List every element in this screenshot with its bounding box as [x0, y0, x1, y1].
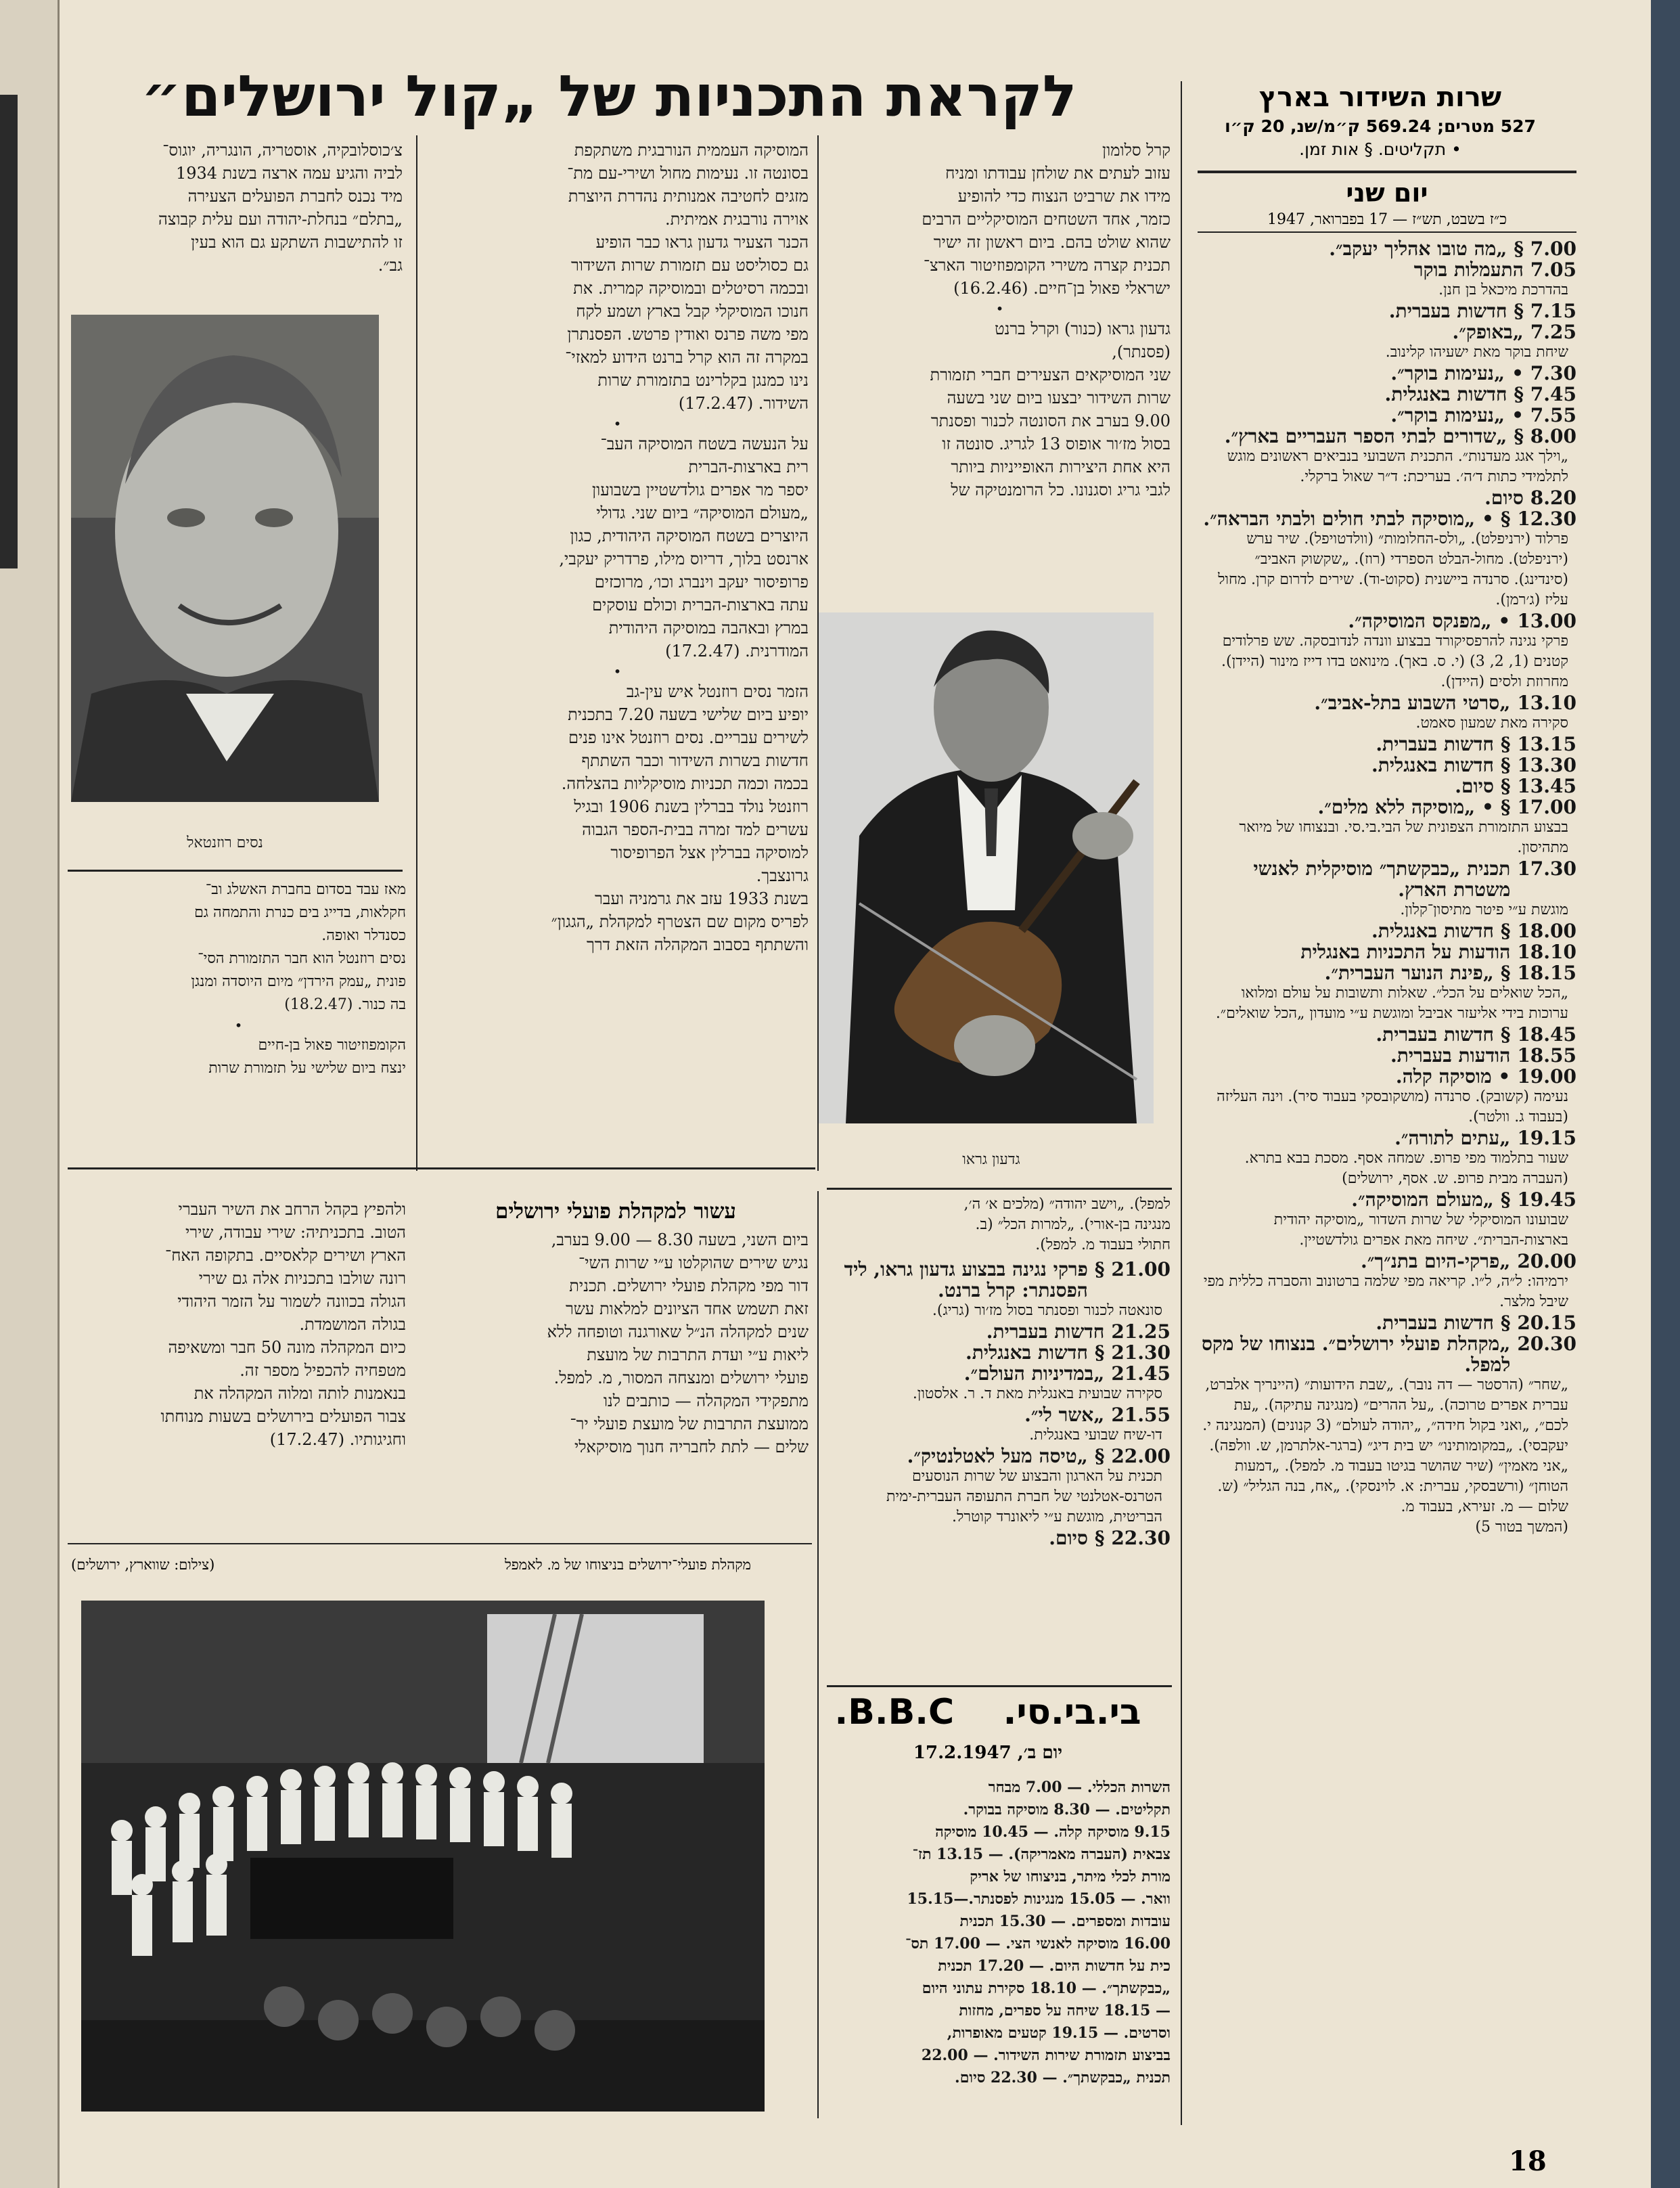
text-line: (פסנתר), [1112, 342, 1171, 361]
schedule-time: 8.20 [1530, 487, 1576, 509]
section-rule [827, 1188, 1172, 1190]
schedule-description: סקירה מאת שמעון סאמט. [1415, 715, 1568, 732]
text-line: כסנדלר ואופה. [321, 927, 406, 944]
schedule-program: חדשות בעברית. [986, 1320, 1105, 1343]
schedule-item [1198, 300, 1576, 321]
text-line: „כבקשתך״. — 18.10 סקירת עתוני היום [922, 1980, 1171, 1997]
text-line: גב״. [378, 256, 403, 275]
schedule-program: סיום. [1049, 1527, 1088, 1549]
schedule-item [1198, 426, 1576, 447]
schedule-program: התעמלות בוקר [1413, 259, 1524, 281]
text-line: 9.00 בערב את הסונטה לכנור ופסנתר [930, 411, 1171, 430]
text-line: „מעולם המוסיקה״ ביום שני. גדולי [596, 504, 809, 522]
text-line: לפריס מקום שם הצטרף למקהלת „הגגון״ [551, 912, 809, 931]
text-line: כית על חדשות היום. — 17.20 תכנית [938, 1957, 1171, 1975]
schedule-description: פרלוד (ירניפלט). „ולס-החלומות״ (וולדטויפל). שיר ערש (ירניפלט). מחול-הבלט הספרדי (רוז). „שקשוק האביב״ (סינדינג). סרנדה ביישנית (סקוט-וד). שירים לדרום קרן. מחול עליז (ג׳רמן). [1218, 531, 1568, 608]
schedule-program: „שדורים לבתי הספר העבריים בארץ״. [1224, 425, 1507, 447]
schedule-time: 13.30 § [1500, 754, 1576, 776]
text-line: ביום השני, בשעה 8.30 — 9.00 בערב, [551, 1230, 809, 1249]
schedule-time: 17.00 § [1500, 796, 1576, 818]
schedule-program: פרקי נגינה בבצוע גדעון גראו, ליד הפסנתר: קרל ברנט. [844, 1258, 1088, 1301]
schedule-program: חדשות בעברית. [1376, 1312, 1494, 1334]
text-line: שלים — לתת לחבריה חנוך מוסיקאלי [574, 1437, 809, 1456]
text-line: עתה בארצות-הברית וכולם עוסקים [592, 596, 809, 615]
text-line: • [234, 1017, 243, 1033]
schedule-time: 21.30 § [1094, 1341, 1171, 1364]
schedule-time: 17.30 [1517, 857, 1576, 880]
previous-page-photo-strip [0, 95, 18, 568]
schedule-time: 18.45 § [1500, 1023, 1576, 1046]
text-line: וסרטים. — 19.15 קטעים מאופרות, [947, 2024, 1171, 2042]
schedule-program: תכנית „כבקשתך״ מוסיקלית לאנשי משטרת הארץ. [1253, 857, 1511, 901]
schedule-time: 18.00 § [1500, 920, 1576, 942]
text-line: ינצח ביום שלישי על תזמורת שרות [208, 1060, 406, 1077]
text-line: עשרים למד זמרה בבית-הספר הגבוה [582, 820, 809, 839]
text-line: צבאית (העברה מאמריקה). — 13.15 תז־ [912, 1846, 1171, 1863]
portrait-caption: נסים רוזנטאל [187, 834, 263, 851]
bbc-top-rule [827, 1685, 1172, 1687]
text-line: ליאות ע״י ועדת התרבות של מועצת [587, 1345, 809, 1364]
schedule-program: • „מוסיקה לבתי חולים ולבתי הבראה״. [1203, 508, 1494, 530]
text-line: הכנר הצעיר גדעון גראו כבר הופיע [595, 233, 809, 252]
text-line: למוסיקה בברלין אצל הפרופיסור [610, 843, 809, 862]
schedule-program: חדשות באנגלית. [1371, 920, 1494, 942]
text-line: בה כנור. (18.2.47) [284, 996, 406, 1013]
text-line: מיד נכנס לחברת הפועלים הצעירה [187, 187, 403, 206]
text-line: הגולה בכוונה לשמור על הזמר היהודי [177, 1292, 406, 1311]
text-line: המוסיקה העממית הנורבגית משתקפת [574, 141, 809, 160]
schedule-item [1198, 1128, 1576, 1148]
text-line: זאת תשמש אחד הציונים למלאות עשר [566, 1299, 809, 1318]
masthead-legend: • תקליטים. § אות זמן. [1299, 139, 1461, 159]
text-line: חדשות בשרות השידור וכבר השתתף [581, 751, 809, 770]
text-line: דור מפי מקהלת פועלי ירושלים. תכנית [569, 1276, 809, 1295]
schedule-item [1198, 1024, 1576, 1045]
text-line: צבור הפועלים בירושלים בשעות מנוחתו [160, 1407, 406, 1426]
masthead-title: שרות השידור בארץ [1258, 82, 1502, 113]
schedule-description: בבצוע התזמורת הצפונית של הבי.בי.סי. ובנצוחו של מיואר מתהיסון. [1239, 819, 1568, 856]
schedule-item [1198, 962, 1576, 983]
schedule-item [1198, 487, 1576, 508]
choir-article-part-2 [71, 1198, 406, 1451]
text-line: היא אחת היצירות האופייניות ביותר [951, 457, 1171, 476]
column-article-salomon [829, 139, 1171, 501]
schedule-item [1198, 384, 1576, 405]
text-line: זו להתישבות השתקע גם הוא בעין [191, 233, 403, 252]
schedule-description: „שחר״ (הרסטר — דה נובר). „שבת הידועות״ (היינריך אלברט, עברית אפרים טרוכה). „על ההרים״ (מנגינה עתיקה). „עת לכם״, „ואני בקול חידה״, „יהודה לעולם״ (3 קנונים) (המנגינה י. יעקבסי). „במקומותינו״ יש בית דיג״ (ברגר-אלתרמן, ש. וולפה). „אני מאמין״ (שיר שהושר בגיטו בעבוד מ. למפל). „דמעות הטוחן״ (ורשבסקי, עברית: א. לוינסקי). „אח, בנה הגליל״ (ש. שלום — מ. זעירא, בעבוד מ. [1202, 1377, 1568, 1515]
text-line: גם כסוליסט עם תזמורת שרות השידור [570, 256, 809, 275]
schedule-program: „סרטי השבוע בתל-אביב״. [1314, 692, 1511, 714]
text-line: מורת לכלי מיתר, בניצוחו של אריק [970, 1868, 1171, 1885]
schedule-item [1198, 692, 1576, 713]
choir-illustration [81, 1601, 765, 2112]
text-line: בגולה המושמדת. [299, 1315, 406, 1334]
text-line: וואר. — 15.05 מנגינות לפסנתר.—15.15 [907, 1890, 1171, 1908]
rosental-portrait-photo [71, 315, 379, 802]
text-line: גרונצבך. [756, 866, 809, 885]
violinist-photo [819, 612, 1154, 1123]
text-line: נגיש שירים שהוקלטו ע״י שרות השי־ [578, 1253, 809, 1272]
text-line: מידו את שרביט הנצוח כדי להופיע [957, 187, 1171, 206]
text-line: • [613, 663, 622, 679]
text-line: בסונטה זו. נעימות מחול ושירי-עם מת־ [567, 164, 809, 183]
schedule-description: נעימה (קשובק). סרנדה (מושקובסקי בעבוד סיר). וינה העליזה (בעבוד ג. וולטר). [1217, 1088, 1568, 1125]
schedule-time: 7.05 [1530, 259, 1576, 281]
previous-page-edge [0, 0, 60, 2188]
bbc-title-latin: B.B.C. [834, 1692, 955, 1733]
schedule-item [1198, 755, 1576, 776]
text-line: בנאמנות לותה ומלוה המקהלה את [194, 1384, 406, 1403]
schedule-time: 21.45 [1111, 1362, 1171, 1385]
schedule-item [829, 1446, 1171, 1467]
schedule-time: 7.25 [1530, 321, 1576, 343]
schedule-description: ירמיהו: ל״ה, ל״ו. קריאה מפי שלמה ברטונוב והסברה כללית מפי שיבל מלצר. [1203, 1273, 1568, 1310]
page-headline: לקראת התכניות של „קול ירושלים״ [141, 63, 1077, 129]
text-line: על הנעשה בשטח המוסיקה העב־ [600, 434, 809, 453]
schedule-item [829, 1259, 1171, 1301]
schedule-description: (המשך בטור 5) [1475, 1519, 1568, 1536]
schedule-program: חדשות בעברית. [1376, 733, 1494, 755]
text-line: חנוכו המוסיקלי קבל בארץ ושמע לקח [576, 302, 809, 321]
text-line: מזגים לחטיבה אמנותית נהדרת היוצרת [568, 187, 809, 206]
schedule-program: „במדיניות העולם״. [963, 1362, 1105, 1385]
text-line: היוצרים בשטח המוסיקה היהודית, כגון [570, 527, 809, 545]
schedule-item [1198, 321, 1576, 342]
text-line: הטוב. בתכניתיה: שירי עבודה, שירי [185, 1223, 406, 1242]
schedule-item [1198, 734, 1576, 755]
schedule-description: סונאטה לכנור ופסנתר בסול מז׳ור (גריג). [932, 1302, 1162, 1319]
text-line: בשנת 1933 עזב את גרמניה ועבר [594, 889, 809, 908]
schedule-program: „פינת הנוער העברית״. [1324, 962, 1494, 984]
schedule-item [1198, 920, 1576, 941]
text-line: הארץ ושירים קלאסיים. בתקופה האח־ [165, 1246, 406, 1265]
text-line: מתפקידי המקהלה — כותבים לנו [603, 1391, 809, 1410]
schedule-description: בהדרכת מיכאל בן חנן. [1438, 282, 1568, 298]
schedule-item [829, 1404, 1171, 1425]
bbc-schedule-text [829, 1777, 1171, 2089]
masthead-frequency: 527 מטרים; 569.24 ק״מ/שנ, 20 ק״ו [1225, 116, 1536, 136]
choir-photo-caption: מקהלת פועלי־ירושלים בניצוחו של מ. לאמפל [504, 1557, 751, 1573]
text-line: מנגינה בן-אורי). „למרות הכל״ (ב. [975, 1216, 1171, 1233]
bbc-title-hebrew: בי.בי.סי. [1003, 1692, 1141, 1733]
schedule-time: 20.30 [1517, 1333, 1576, 1355]
text-line: רונה שולבו בתכניות אלה גם שירי [198, 1269, 406, 1288]
text-line: והשתתף בסבוב המקהלה הזאת דרך [586, 935, 809, 954]
text-line: במרץ ובאהבה במוסיקה היהודית [608, 619, 809, 638]
text-line: כזמר, אחד השטחים המוסיקליים הרבים [922, 210, 1171, 229]
date-line: כ״ז בשבט, תש״ז — 17 בפברואר, 1947 [1267, 211, 1507, 228]
schedule-time: 22.00 § [1094, 1445, 1171, 1467]
schedule-item [1198, 1045, 1576, 1066]
schedule-program: • „מפנקס המוסיקה״. [1348, 610, 1511, 632]
schedule-program: „מעולם המוסיקה״. [1351, 1188, 1494, 1211]
text-line: השידור. (17.2.47) [678, 394, 809, 413]
schedule-time: 20.00 [1517, 1250, 1576, 1272]
column-rosental-continued [71, 139, 403, 277]
schedule-program: • מוסיקה קלה. [1395, 1065, 1511, 1088]
schedule-item [829, 1321, 1171, 1342]
text-line: אוירה נורבגית אמיתית. [665, 210, 809, 229]
schedule-time: 7.55 • [1512, 404, 1576, 426]
column-divider [416, 135, 417, 1171]
masthead-rule [1198, 171, 1576, 173]
text-line: חקלאות, בדייג בים כנרת והתמחה גם [194, 904, 406, 921]
schedule-time: 13.00 [1517, 610, 1576, 632]
text-line: שהוא שולט בהם. ביום ראשון זה ישיר [933, 233, 1171, 252]
schedule-item [1198, 1312, 1576, 1333]
text-line: רית בארצות-הברית [688, 457, 809, 476]
schedule-item [1198, 363, 1576, 384]
schedule-item [1198, 776, 1576, 797]
text-line: לשירים עבריים. נסים רוזנטל אינו פנים [568, 728, 809, 747]
schedule-description: מוגשת ע״י פיטר מתיסון־קלון. [1400, 901, 1568, 918]
schedule-time: 18.10 [1517, 941, 1576, 963]
schedule-time: 7.45 § [1514, 383, 1576, 405]
schedule-description: „וילך אגג מעדנות״. התכנית השבועי בנביאים ראשונים מוגש לתלמידי כתות ד׳ה׳. בעריכת: ד״ר שאול ברקלי. [1227, 448, 1568, 485]
text-line: ארנסט בלוך, דריוס מילו, פרדריק יעקבי, [559, 550, 809, 568]
schedule-item [1198, 405, 1576, 426]
column-rosental-bio [71, 878, 406, 1080]
date-rule [1198, 231, 1576, 233]
schedule-program: סיום. [1455, 775, 1494, 797]
schedule-continuation [829, 1195, 1171, 1255]
schedule-time: 7.15 § [1514, 300, 1576, 322]
text-line: פרופיסור יעקב וינברג וכו׳, מרוכזים [594, 573, 809, 591]
schedule-program: הודעות על התכניות באנגלית [1300, 941, 1511, 963]
schedule-program: הודעות בעברית. [1390, 1044, 1511, 1067]
schedule-time: 7.30 • [1512, 362, 1576, 384]
schedule-program: „נעימות בוקר״. [1390, 404, 1505, 426]
schedule-program: חדשות באנגלית. [1384, 383, 1507, 405]
text-line: יספר מר אפרים גולדשטיין בשבועון [591, 481, 809, 499]
text-line: — 18.15 שיחה על ספרים, מחזות [959, 2002, 1171, 2019]
schedule-item [829, 1342, 1171, 1363]
text-line: בסול מז׳ור אופוס 13 לגריג. סונטה זו [942, 434, 1171, 453]
schedule-item [829, 1363, 1171, 1384]
schedule-time: 19.45 § [1500, 1188, 1576, 1211]
schedule-time: 13.45 § [1500, 775, 1576, 797]
schedule-description: פרקי נגינה להרפסיקורד בבצוע וונדה לנדובסקה. שש פרלודים קטנים (1, 2, 3) (י. ס. באך). מינואט בדו דייז מינור (היידן). מחרוזת ולסים (היידן). [1221, 633, 1568, 690]
text-line: צ׳כוסלובקיה, אוסטריה, הונגריה, יוגוס־ [162, 141, 403, 160]
schedule-program: „נעימות בוקר״. [1390, 362, 1505, 384]
choir-photo [81, 1601, 765, 2112]
text-line: מפי משה פרנס ואודין פרטש. הפסנתרן [567, 325, 809, 344]
choir-article-part-1 [419, 1228, 809, 1458]
schedule-description: דו-שיח שבועי באנגלית. [1029, 1427, 1162, 1444]
schedule-program: סיום. [1484, 487, 1524, 509]
page-number: 18 [1509, 2145, 1547, 2177]
schedule-time: 22.30 § [1094, 1527, 1171, 1549]
text-line: כיום המקהלה מונה 50 חבר ומשאיפה [168, 1338, 406, 1357]
schedule-item [1198, 610, 1576, 631]
text-line: ובכמה רסיטלים ובמוסיקה קמרית. את [573, 279, 809, 298]
schedule-item [1198, 941, 1576, 962]
text-line: פועלי ירושלים ומנצחה המסור, מ. למפל. [553, 1368, 809, 1387]
schedule-item [1198, 1189, 1576, 1210]
schedule-description: „הכל שואלים על הכל״. שאלות ותשובות על עולם ומלואו ערוכות בידי אליעזר אביבל ומוגשת ע״י מועדון „הכל שואלים״. [1215, 985, 1568, 1022]
section-rule [68, 1167, 815, 1169]
day-heading: יום שני [1346, 178, 1428, 208]
text-line: לביה והגיע עמה ארצה בשנת 1934 [175, 164, 403, 183]
text-line: שנים למקהלה הנ״ל שאורגנה וטופחה ללא [547, 1322, 809, 1341]
schedule-description: שבועונו המוסיקלי של שרות השדור „מוסיקה יהודית בארצות-הברית״. שיחה מאת אפרים גולדשטיין. [1273, 1211, 1568, 1249]
schedule-item [1198, 259, 1576, 280]
schedule-program: חדשות באנגלית. [965, 1341, 1088, 1364]
text-line: בכמה וכמה תכניות מוסיקליות בהצלחה. [561, 774, 809, 793]
schedule-time: 18.15 § [1500, 962, 1576, 984]
photo-credit: (צילום: שווארץ, ירושלים) [71, 1557, 215, 1573]
text-line: תקליטים. — 8.30 מוסיקה בבוקר. [963, 1801, 1171, 1818]
text-line: תכנית „כבקשתך״. — 22.30 סיום. [955, 2069, 1171, 2086]
text-line: ממועצת התרבות של מועצת פועלי יר־ [570, 1414, 809, 1433]
text-line: שרות השידור יבצעו ביום שני בשעה [947, 388, 1171, 407]
violinist-caption: גדעון גראו [962, 1151, 1020, 1168]
column-divider [1181, 81, 1182, 2125]
schedule-program: „באופק״. [1452, 321, 1524, 343]
radio-schedule [1198, 238, 1576, 1538]
text-line: ולהפיץ בקהל הרחב את השיר העברי [178, 1200, 406, 1219]
schedule-item [1198, 1251, 1576, 1272]
bbc-title [829, 1692, 1147, 1733]
schedule-time: 21.55 [1111, 1404, 1171, 1426]
schedule-item [1198, 508, 1576, 529]
schedule-program: חדשות בעברית. [1388, 300, 1507, 322]
text-line: השרות הכללי. — 7.00 מבחר [988, 1779, 1171, 1796]
schedule-description: שיחת בוקר מאת ישעיהו קלינוב. [1385, 344, 1568, 361]
schedule-item [1198, 797, 1576, 818]
schedule-item [1198, 1333, 1576, 1375]
evening-schedule [829, 1259, 1171, 1548]
text-line: יופיע ביום שלישי בשעה 7.20 בתכנית [568, 705, 809, 724]
schedule-time: 8.00 § [1514, 425, 1576, 447]
text-line: מאז עבד בסדום בחברת האשלג וב־ [205, 881, 406, 898]
text-line: וחגיגותיו. (17.2.47) [269, 1430, 406, 1449]
text-line: תכנית קצרה משירי הקומפוזיטור הארצ־ [923, 256, 1171, 275]
text-line: מטפחיה להכפיל מספר זה. [240, 1361, 406, 1380]
schedule-program: „עתים לתורה״. [1394, 1127, 1511, 1149]
text-line: לגבי גריג וסגנונו. כל הרומנטיקה של [951, 481, 1171, 499]
schedule-item [1198, 238, 1576, 259]
text-line: פונית „עמק הירדן״ מיום היוסדה ומנגן [191, 973, 406, 990]
text-line: 16.00 מוסיקה לאנשי הצי. — 17.00 תס־ [905, 1935, 1171, 1952]
text-line: הזמר נסים רוזנטל איש עין-גב [626, 682, 809, 701]
text-line: בביצוע תזמורת שירות השידור. — 22.00 [921, 2047, 1171, 2064]
text-line: • [995, 300, 1004, 317]
schedule-time: 12.30 § [1500, 508, 1576, 530]
bbc-date: יום ב׳, 17.2.1947 [913, 1743, 1063, 1763]
schedule-program: „טיסה מעל לאטלנטיק״. [907, 1445, 1088, 1467]
text-line: רוזנטל נולד בברלין בשנת 1906 ובגיל [574, 797, 809, 816]
text-line: „בתלם״ בנחלת-יהודה ועם עלית קבוצה [158, 210, 403, 229]
schedule-time: 20.15 § [1500, 1312, 1576, 1334]
text-line: קרל סלומון [1102, 141, 1171, 160]
text-line: נסים רוזנטל הוא חבר התזמורת הסי־ [198, 950, 406, 967]
portrait-rule [68, 870, 403, 872]
schedule-program: „אשר לי״. [1024, 1404, 1105, 1426]
text-line: במקרה זה הוא קרל ברנט הידוע למאזי־ [565, 348, 809, 367]
schedule-time: 19.15 [1517, 1127, 1576, 1149]
schedule-time: 13.15 § [1500, 733, 1576, 755]
schedule-program: „פרקי-היום בתנ״ך״. [1360, 1250, 1511, 1272]
text-line: ישראלי פאול בן־חיים. (16.2.46) [953, 279, 1171, 298]
schedule-program: • „מוסיקה ללא מלים״. [1317, 796, 1494, 818]
text-line: חתולי בעבוד מ. למפל). [1035, 1236, 1171, 1253]
violinist-illustration [819, 612, 1154, 1123]
text-line: עזוב לעתים את שולחן עבודתו ומניח [945, 164, 1171, 183]
text-line: • [613, 416, 622, 432]
text-line: גדעון גראו (כנור) וקרל ברנט [995, 319, 1171, 338]
schedule-program: „מה טובו אהליך יעקב״. [1329, 238, 1507, 260]
choir-photo-rule [68, 1543, 812, 1544]
masthead [1191, 80, 1570, 161]
text-line: 9.15 מוסיקה קלה. — 10.45 מוסיקה [935, 1823, 1171, 1841]
text-line: המודרנית. (17.2.47) [665, 642, 809, 661]
rosental-portrait-illustration [71, 315, 379, 802]
schedule-time: 21.25 [1111, 1320, 1171, 1343]
schedule-time: 7.00 § [1514, 238, 1576, 260]
text-line: למפל). „וישב יהודה״ (מלכים א׳ ה׳, [963, 1196, 1171, 1213]
schedule-program: „מקהלת פועלי ירושלים״. בנצוחו של מקס למפל. [1201, 1333, 1511, 1376]
schedule-item [829, 1527, 1171, 1548]
schedule-description: סקירה שבועית באנגלית מאת ד. ר. אלסטון. [912, 1385, 1162, 1402]
schedule-time: 13.10 [1517, 692, 1576, 714]
choir-headline: עשור למקהלת פועלי ירושלים [495, 1199, 736, 1224]
text-line: נינו כמנגן בקלרינט בתזמורת שרות [597, 371, 809, 390]
schedule-program: חדשות בעברית. [1376, 1023, 1494, 1046]
text-line: שני המוסיקאים הצעירים חברי תזמורת [930, 365, 1171, 384]
column-divider [817, 1191, 819, 2118]
schedule-description: שעור בתלמוד מפי פרופ. שמחה אסף. מסכת בבא בתרא. (העברה מבית פרופ. ש. אסף, ירושלים) [1244, 1150, 1568, 1187]
schedule-time: 21.00 § [1094, 1258, 1171, 1280]
schedule-item [1198, 1066, 1576, 1087]
schedule-time: 18.55 [1517, 1044, 1576, 1067]
schedule-program: חדשות באנגלית. [1371, 754, 1494, 776]
schedule-time: 19.00 [1517, 1065, 1576, 1088]
text-line: עובדות ומספרים. — 15.30 תכנית [959, 1913, 1171, 1930]
column-articles-middle [426, 139, 809, 956]
schedule-item [1198, 858, 1576, 900]
text-line: הקומפוזיטור פאול בן-חיים [258, 1037, 406, 1054]
schedule-description: תכנית על הארגון והבצוע של שרות הנוסעים הטרנס-אטלנטי של חברת התעופה העברית-ימית הבריטית, מוגשת ע״י ליאונרד קוטרל. [886, 1468, 1162, 1525]
